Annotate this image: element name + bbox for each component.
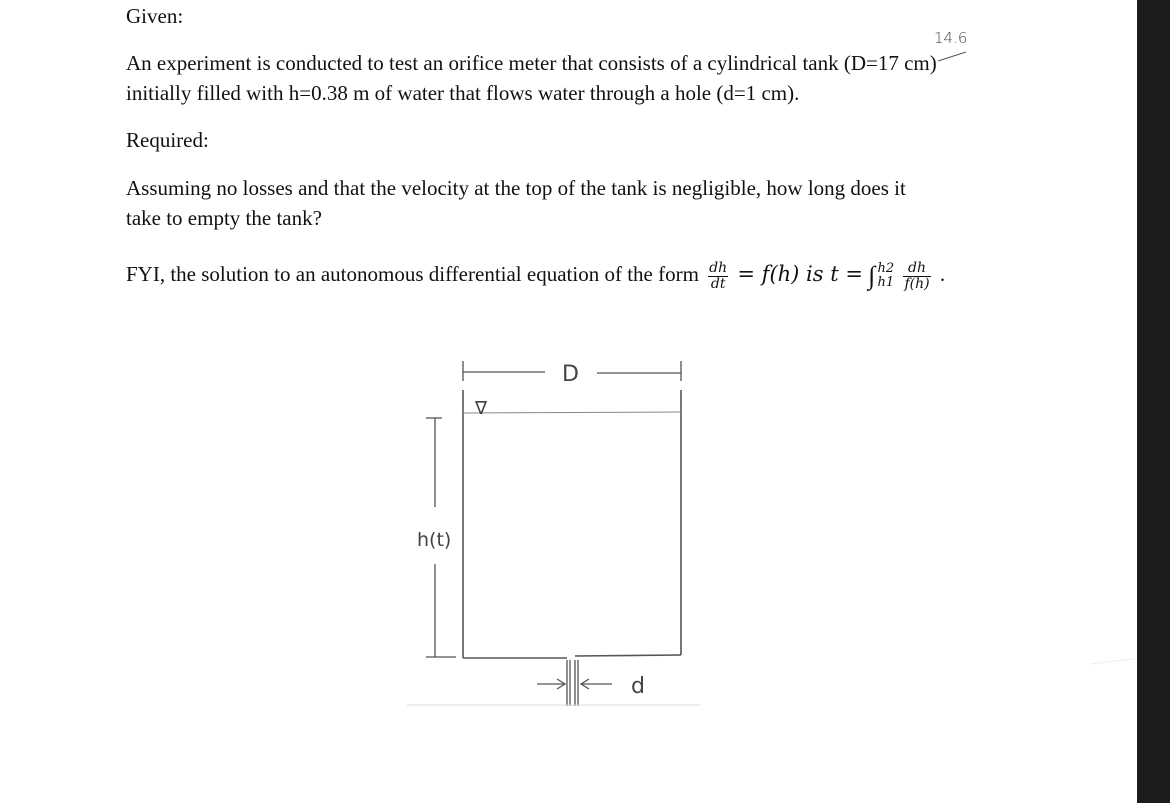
fyi-rhs-numerator: dh — [903, 261, 930, 277]
fyi-suffix: . — [939, 262, 946, 286]
integral-sign-icon: ∫ — [868, 261, 876, 291]
required-line-2: take to empty the tank? — [126, 206, 322, 230]
handwritten-correction: 14.6 — [934, 29, 968, 47]
window-scrollbar-edge[interactable] — [1137, 0, 1170, 803]
fyi-lhs-numerator: dh — [709, 259, 728, 276]
given-heading: Given: — [126, 4, 184, 28]
given-line-2: initially filled with h=0.38 m of water that flows water through a hole (d=1 cm). — [126, 81, 800, 105]
given-line-1: An experiment is conducted to test an orifice meter that consists of a cylindrical tank (D=17 cm) — [126, 51, 937, 75]
label-h-t: h(t) — [417, 529, 452, 551]
label-D: D — [562, 362, 579, 387]
required-line-1: Assuming no losses and that the velocity at the top of the tank is negligible, how long does it — [126, 176, 906, 200]
fyi-rhs-denominator: f(h) — [904, 275, 930, 292]
integral-lower-limit: h1 — [877, 275, 895, 291]
water-level-symbol-icon: ∇ — [475, 398, 488, 419]
fyi-prefix: FYI, the solution to an autonomous differential equation of the form — [126, 262, 699, 286]
fyi-lhs-denominator: dt — [710, 275, 726, 292]
integral-upper-limit: h2 — [877, 261, 895, 277]
required-heading: Required: — [126, 128, 209, 152]
faint-mark — [1090, 659, 1134, 664]
label-d: d — [631, 674, 645, 699]
tank-bottom-right — [575, 655, 681, 656]
fyi-mid-text: = f(h) is t = — [737, 262, 863, 286]
strike-through-mark — [938, 52, 966, 61]
water-surface-line — [463, 412, 681, 413]
